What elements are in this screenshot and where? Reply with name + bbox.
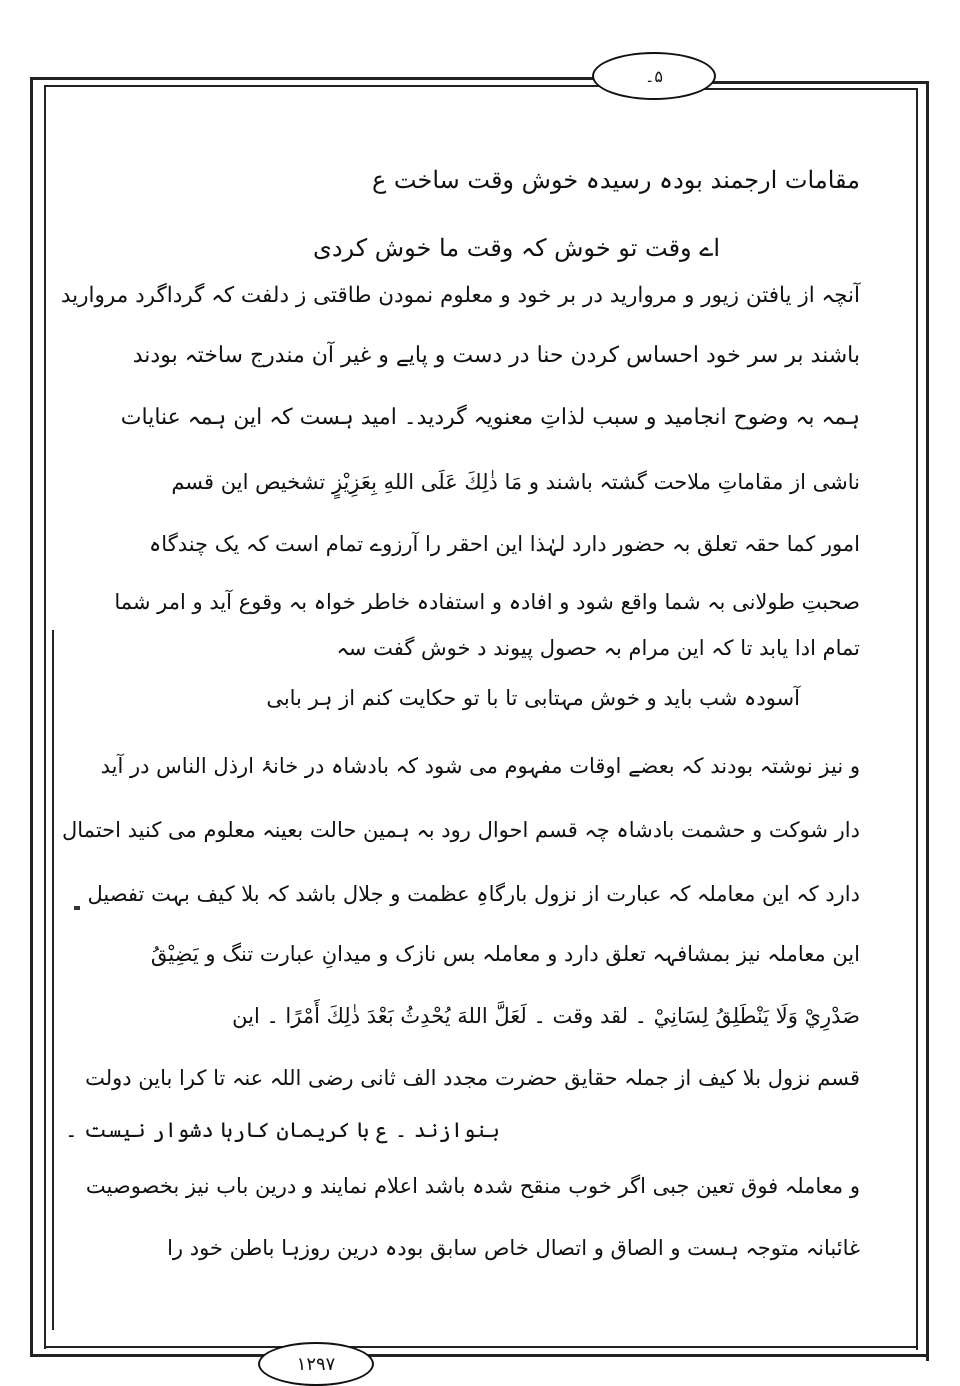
text-line-3: آنچہ از یافتن زیور و مروارید در بر خود و معلوم نمودن طاقتی ز دلفت کہ گرداگرد مروارید	[60, 283, 860, 308]
text-line-18: و معاملہ فوق تعین جبی اگر خوب منقح شدہ باشد اعلام نمایند و درین باب نیز بخصوصیت	[85, 1174, 860, 1198]
text-line-7: امور کما حقہ تعلق بہ حضور دارد لہٰذا این احقر را آرزوے تمام است کہ یک چندگاہ	[149, 532, 860, 556]
text-line-6: ناشی از مقاماتِ ملاحت گشتہ باشند و مَا ذٰلِكَ عَلَى اللهِ بِعَزِيْزٍ تشخیص این قسم	[171, 470, 860, 494]
border-left-extra-line	[52, 630, 54, 1330]
border-bottom-line	[30, 1354, 928, 1357]
text-line-19: غائبانہ متوجہ ہست و الصاق و اتصال خاص سابق بودہ درین روزہا باطن خود را	[167, 1236, 860, 1260]
footer-page-number-text: ۱۲۹۷	[296, 1353, 336, 1375]
border-right-line	[926, 81, 929, 1361]
text-line-16: قسم نزول بلا کیف از جملہ حقایق حضرت مجدد الف ثانی رضی اللہ عنہ تا کرا باین دولت	[85, 1066, 860, 1090]
text-line-8: صحبتِ طولانی بہ شما واقع شود و افادہ و استفادہ خاطر خواہ بہ وقوع آید و امر شما	[114, 590, 860, 614]
text-line-9: تمام ادا یابد تا کہ این مرام بہ حصول پیوند د خوش گفت سہ	[336, 636, 860, 660]
text-line-10: آسودہ شب باید و خوش مہتابی تا با تو حکایت کنم از ہر بابی	[266, 686, 800, 710]
text-line-13: دارد کہ این معاملہ کہ عبارت از نزول بارگاہِ عظمت و جلال باشد کہ بلا کیف بہت تفصیل	[87, 882, 860, 906]
border-right-line-inner	[916, 88, 918, 1350]
header-page-marker	[592, 52, 716, 100]
border-top-line	[30, 77, 615, 80]
border-top-right-line	[692, 81, 928, 84]
border-left-line-inner	[44, 85, 46, 1349]
text-line-2: اے وقت تو خوش کہ وقت ما خوش کردی	[313, 234, 720, 262]
border-top-right-line-inner	[692, 88, 918, 90]
text-line-14: این معاملہ نیز بمشافہہ تعلق دارد و معاملہ بس نازک و میدانِ عبارت تنگ و يَضِيْقُ	[150, 942, 860, 966]
text-line-11: و نیز نوشتہ بودند کہ بعضے اوقات مفہوم می شود کہ بادشاہ در خانۂ ارذل الناس در آید	[100, 754, 860, 778]
text-line-12: دار شوکت و حشمت بادشاہ چہ قسم احوال رود بہ ہمین حالت بعینہ معلوم می کنید احتمال	[62, 818, 860, 842]
header-page-marker-text: ۵۔	[645, 66, 663, 86]
text-line-4: باشند بر سر خود احساس کردن حنا در دست و پایے و غیر آن مندرج ساختہ بودند	[132, 343, 860, 368]
border-left-line	[30, 77, 33, 1357]
footer-page-number	[258, 1342, 374, 1386]
text-line-15: صَدْرِيْ وَلَا يَنْطَلِقُ لِسَانِيْ ۔ لقد وقت ۔ لَعَلَّ اللهَ يُحْدِثُ بَعْدَ ذٰلِكَ أَمْرًا ۔ این	[232, 1004, 860, 1028]
text-line-17: بنوازند ۔ ع با کریمان کارہا دشوار نیست ۔	[65, 1118, 500, 1142]
text-line-5: ہمہ بہ وضوح انجامید و سبب لذاتِ معنویہ گردید۔ امید ہست کہ این ہمہ عنایات	[120, 405, 860, 430]
border-top-line-inner	[44, 85, 612, 87]
border-bottom-line-inner	[44, 1346, 918, 1348]
text-line-1: مقامات ارجمند بودہ رسیدہ خوش وقت ساخت ع	[371, 166, 860, 194]
margin-mark	[74, 906, 80, 910]
